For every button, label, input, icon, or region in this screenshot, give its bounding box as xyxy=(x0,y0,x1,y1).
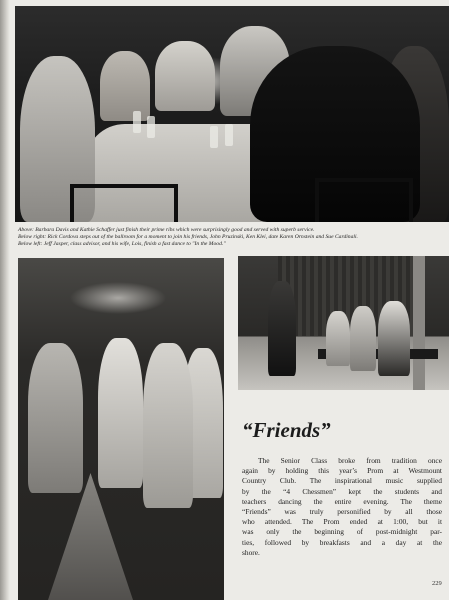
pillar xyxy=(413,256,425,390)
wine-glass xyxy=(210,126,218,148)
article-line: teachers dancing the entire evening. The theme xyxy=(242,496,442,506)
article-line: by the “4 Chessmen” kept the students and xyxy=(242,486,442,496)
wine-glass xyxy=(225,124,233,146)
caption-below-right: Below right: Rick Cordova steps out of the ballroom for a moment to join his friends, John Pruzinski, Ken Klei, date Karen Ornstein and Sue Cardinali. xyxy=(18,234,358,240)
wine-glass xyxy=(133,111,141,133)
person-figure xyxy=(378,301,410,376)
guest-figure xyxy=(100,51,150,121)
chair xyxy=(315,178,413,222)
caption-above: Above: Barbara Davis and Kathie Schaffer just finish their prime ribs which were surprisingly good and served with superb service. xyxy=(18,227,315,233)
wine-glass xyxy=(147,116,155,138)
chair xyxy=(70,184,178,222)
article-title: “Friends” xyxy=(242,418,331,442)
article-line: ties, followed by breakfasts and a day at the xyxy=(242,537,442,547)
article-line: who attended. The Prom ended at 1:00, but it xyxy=(242,517,442,527)
dance-floor-photo xyxy=(18,258,224,600)
article-line: The Senior Class broke from tradition once xyxy=(258,456,442,465)
page-binding-shadow xyxy=(0,0,10,600)
dancer-figure xyxy=(28,343,83,493)
page-number: 229 xyxy=(432,580,442,587)
caption-below-left: Below left: Jeff Jasper, class advisor, and his wife, Lois, finish a fast dance to "In the Mood." xyxy=(18,241,226,247)
person-figure xyxy=(268,281,296,376)
article-line: was only the beginning of post-midnight par- xyxy=(242,527,442,537)
dancer-figure xyxy=(98,338,143,488)
article-line: Country Club. The inspirational music supplied xyxy=(242,476,442,486)
banquet-table-photo xyxy=(15,6,449,222)
article-line: “Friends” was truly personified by all those xyxy=(242,507,442,517)
guest-figure xyxy=(155,41,215,111)
photo-captions xyxy=(18,227,438,248)
person-figure xyxy=(350,306,376,371)
article-line: again by holding this year’s Prom at Westmount xyxy=(242,466,442,476)
ballroom-photo xyxy=(238,256,449,390)
article-line: shore. xyxy=(242,547,260,557)
article-body xyxy=(242,456,442,558)
dancer-figure xyxy=(143,343,193,508)
person-figure xyxy=(326,311,350,366)
